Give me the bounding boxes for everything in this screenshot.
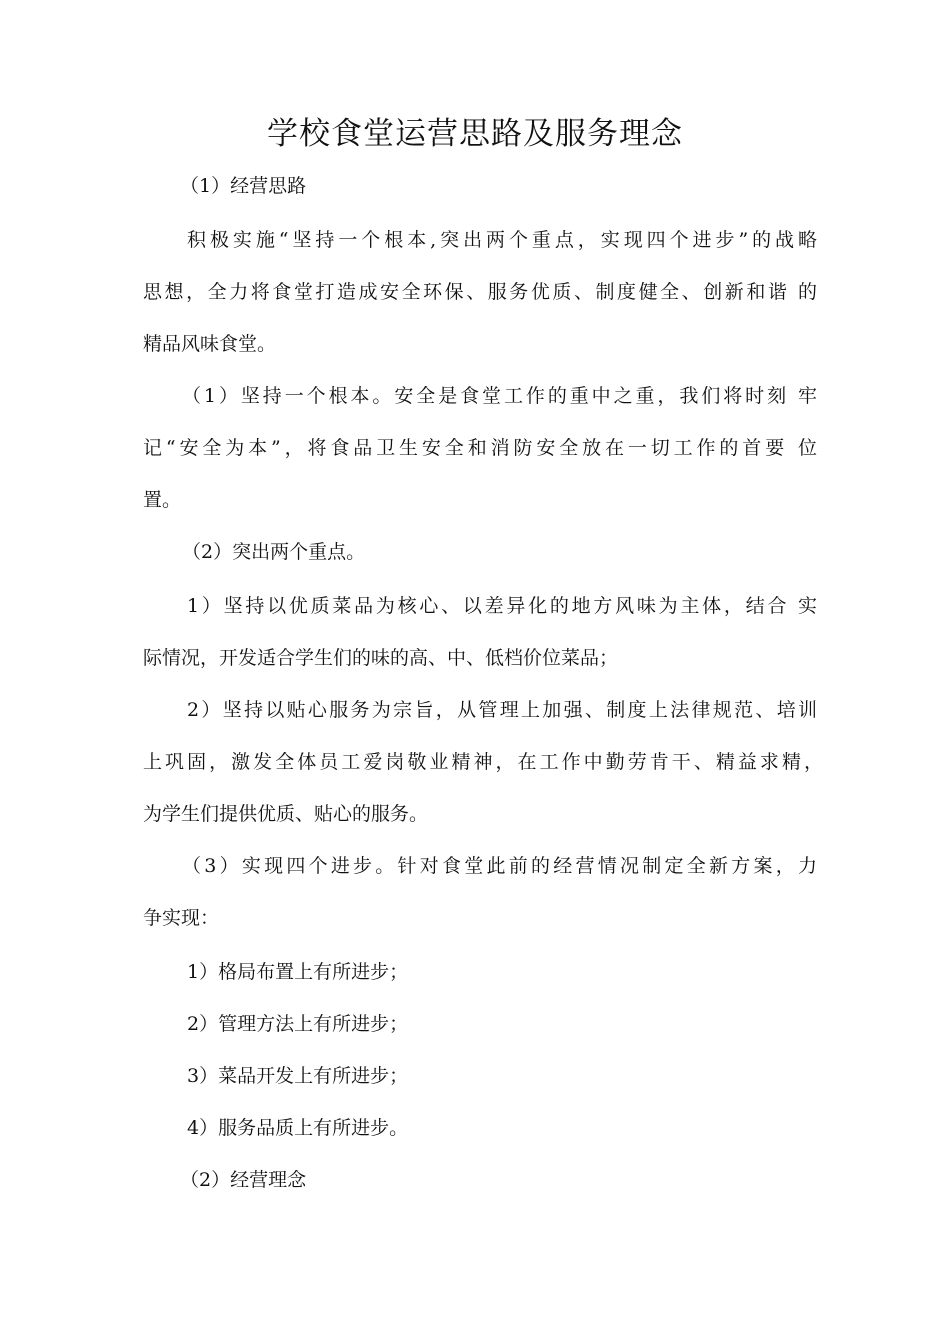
paragraph-line: 2）坚持以贴心服务为宗旨，从管理上加强、制度上法律规范、培训 [187, 699, 817, 721]
paragraph-line: （1）坚持一个根本。安全是食堂工作的重中之重，我们将时刻 牢 [182, 385, 817, 407]
paragraph-line: 置。 [143, 489, 182, 511]
paragraph-line: 思想，全力将食堂打造成安全环保、服务优质、制度健全、创新和谐 的 [143, 281, 817, 303]
paragraph-line: 积极实施“坚持一个根本,突出两个重点，实现四个进步”的战略 [187, 229, 817, 251]
document-title: 学校食堂运营思路及服务理念 [267, 116, 683, 152]
list-item: 2）管理方法上有所进步； [187, 1013, 409, 1035]
list-item: 1）格局布置上有所进步； [187, 961, 409, 983]
paragraph-line: 争实现： [143, 907, 220, 929]
list-item: 4）服务品质上有所进步。 [187, 1117, 409, 1139]
paragraph-line: 精品风味食堂。 [143, 333, 277, 355]
paragraph-line: 上巩固，激发全体员工爱岗敬业精神，在工作中勤劳肯干、精益求精， [143, 751, 823, 773]
paragraph-line: 1）坚持以优质菜品为核心、以差异化的地方风味为主体，结合 实 [187, 595, 817, 617]
paragraph-line: （3）实现四个进步。针对食堂此前的经营情况制定全新方案，力 [182, 855, 817, 877]
list-item: 3）菜品开发上有所进步； [187, 1065, 409, 1087]
section-heading-operating-philosophy: （2）经营理念 [180, 1169, 307, 1191]
subheading-two-focuses: （2）突出两个重点。 [182, 541, 366, 563]
paragraph-line: 为学生们提供优质、贴心的服务。 [143, 803, 429, 825]
paragraph-line: 际情况，开发适合学生们的味的高、中、低档价位菜品； [143, 647, 619, 669]
section-heading-operating-ideas: （1）经营思路 [180, 175, 307, 197]
paragraph-line: 记“安全为本”，将食品卫生安全和消防安全放在一切工作的首要 位 [143, 437, 817, 459]
